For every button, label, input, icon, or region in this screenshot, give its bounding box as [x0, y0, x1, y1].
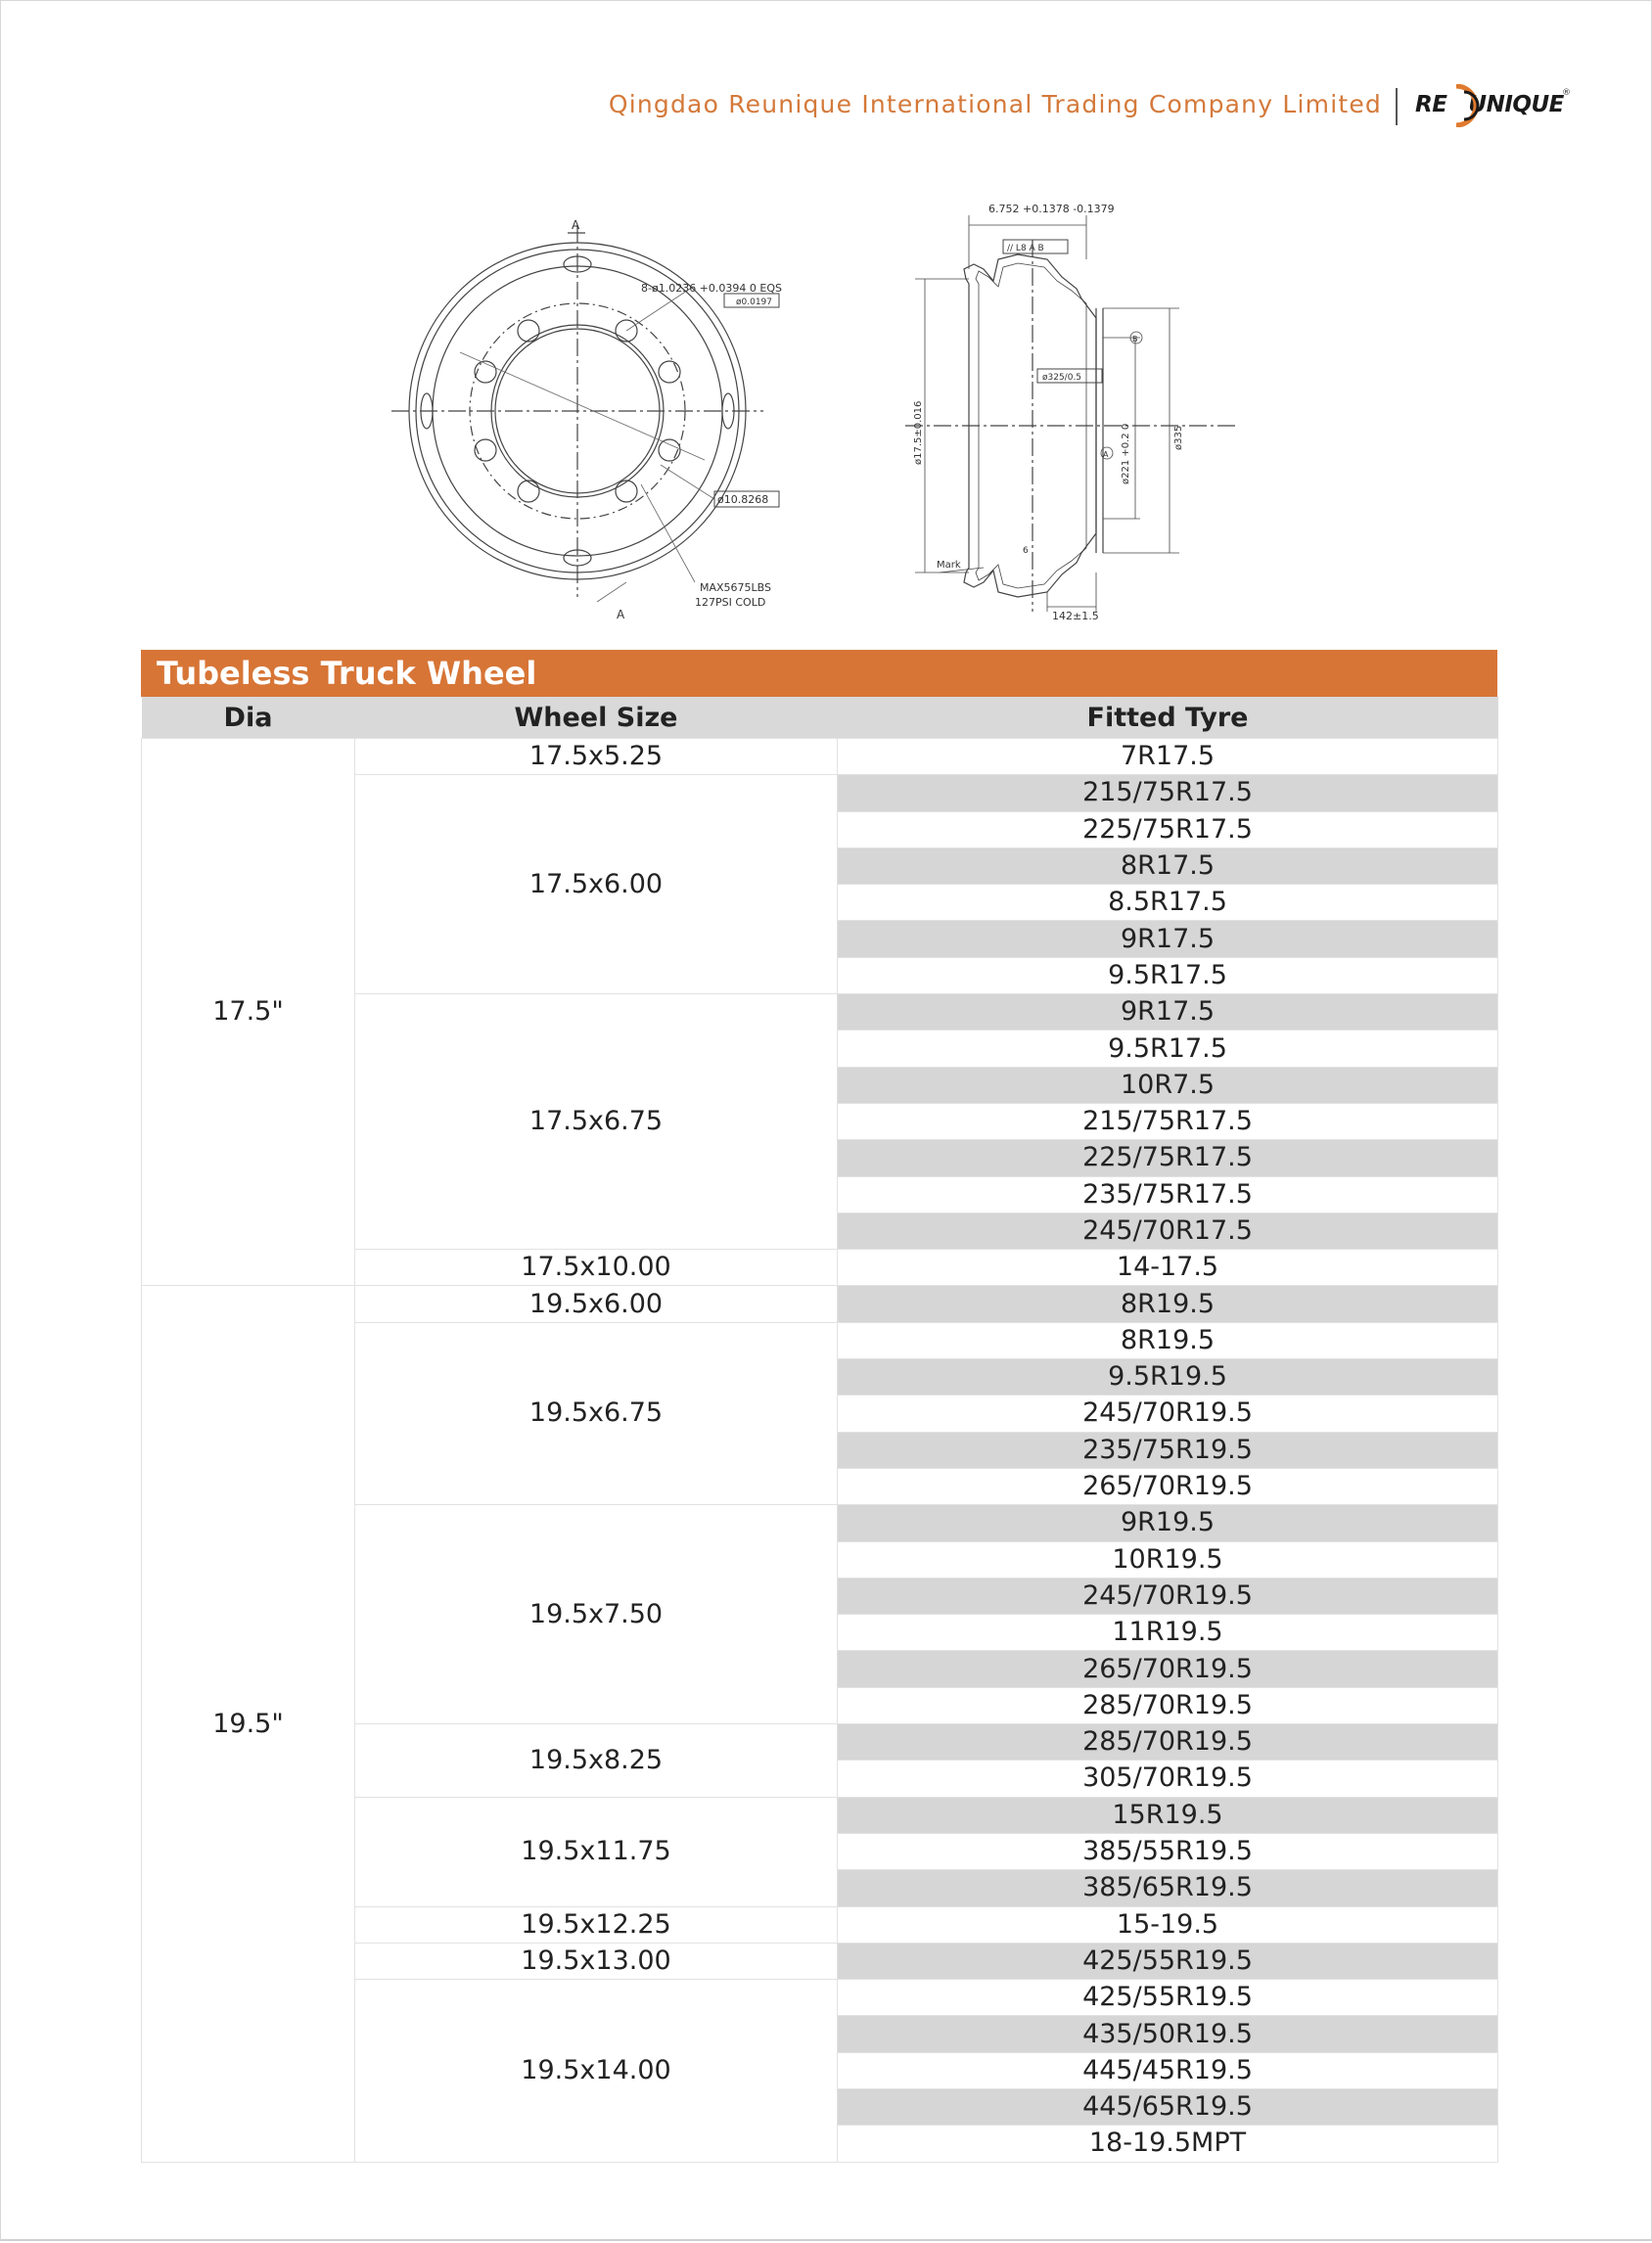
fitted-tyre-cell: 385/55R19.5 — [838, 1833, 1498, 1869]
table-row — [142, 739, 1498, 775]
header-fitted-tyre: Fitted Tyre — [838, 697, 1498, 739]
fitted-tyre-cell: 11R19.5 — [838, 1615, 1498, 1651]
fitted-tyre-cell: 285/70R19.5 — [838, 1724, 1498, 1761]
fitted-tyre-cell: 15R19.5 — [838, 1797, 1498, 1833]
wheel-size-table — [141, 697, 1498, 2163]
table-body — [142, 739, 1498, 2163]
fitted-tyre-cell: 9.5R19.5 — [838, 1359, 1498, 1396]
table-title: Tubeless Truck Wheel — [141, 650, 1497, 697]
dia-cell: 19.5" — [142, 1286, 355, 2162]
depth-label: 142±1.5 — [1052, 610, 1099, 622]
fitted-tyre-cell: 9.5R17.5 — [838, 957, 1498, 993]
fitted-tyre-cell: 265/70R19.5 — [838, 1468, 1498, 1504]
fitted-tyre-cell: 215/75R17.5 — [838, 775, 1498, 811]
fitted-tyre-cell: 8R19.5 — [838, 1286, 1498, 1322]
fitted-tyre-cell: 385/65R19.5 — [838, 1870, 1498, 1906]
wheel-size-cell: 17.5x6.00 — [355, 775, 838, 994]
fitted-tyre-cell: 305/70R19.5 — [838, 1761, 1498, 1797]
wheel-size-cell: 19.5x6.75 — [355, 1322, 838, 1504]
fitted-tyre-cell: 15-19.5 — [838, 1906, 1498, 1943]
fitted-tyre-cell: 265/70R19.5 — [838, 1651, 1498, 1687]
fitted-tyre-cell: 245/70R19.5 — [838, 1578, 1498, 1614]
mark-label: Mark — [937, 560, 961, 571]
wheel-size-cell: 17.5x5.25 — [355, 739, 838, 775]
datum-b-label: B — [1132, 335, 1138, 343]
fitted-tyre-cell: 10R7.5 — [838, 1067, 1498, 1103]
logo-arc-icon — [1452, 84, 1482, 127]
fitted-tyre-cell: 14-17.5 — [838, 1250, 1498, 1286]
fitted-tyre-cell: 18-19.5MPT — [838, 2126, 1498, 2162]
fitted-tyre-cell: 9R17.5 — [838, 994, 1498, 1030]
fitted-tyre-cell: 245/70R19.5 — [838, 1396, 1498, 1432]
fitted-tyre-cell: 235/75R17.5 — [838, 1176, 1498, 1213]
section-a-top-label: A — [572, 218, 580, 232]
section-a-bottom-label: A — [617, 608, 625, 621]
fitted-tyre-cell: 8.5R17.5 — [838, 885, 1498, 921]
logo-right-text: UNIQUE — [1468, 92, 1564, 117]
wheel-size-cell: 19.5x7.50 — [355, 1505, 838, 1724]
header-dia: Dia — [142, 697, 355, 739]
fitted-tyre-cell: 215/75R17.5 — [838, 1103, 1498, 1139]
wheel-table-section — [141, 650, 1497, 2163]
dia-cell: 17.5" — [142, 739, 355, 1286]
fitted-tyre-cell: 425/55R19.5 — [838, 1943, 1498, 1979]
wheel-front-view-drawing — [391, 215, 842, 626]
technical-drawings — [0, 176, 1652, 636]
wheel-size-cell: 19.5x12.25 — [355, 1906, 838, 1943]
inner-dia-label: ø221 +0.2 0 — [1121, 423, 1131, 484]
fitted-tyre-cell: 8R17.5 — [838, 847, 1498, 884]
fitted-tyre-cell: 225/75R17.5 — [838, 811, 1498, 847]
fitted-tyre-cell: 9R17.5 — [838, 921, 1498, 957]
pcd-label: ø10.8268 — [717, 493, 769, 506]
datum-a-label: A — [1103, 450, 1109, 459]
wheel-section-view-drawing — [886, 181, 1258, 631]
wheel-size-cell: 19.5x11.75 — [355, 1797, 838, 1906]
rim-dia-label: ø17.5±0.016 — [913, 400, 924, 465]
fitted-tyre-cell: 10R19.5 — [838, 1541, 1498, 1578]
fitted-tyre-cell: 7R17.5 — [838, 739, 1498, 775]
fitted-tyre-cell: 9R19.5 — [838, 1505, 1498, 1541]
table-header-row — [142, 697, 1498, 739]
position-tolerance-label: ø0.0197 — [736, 298, 772, 307]
wheel-size-cell: 17.5x6.75 — [355, 994, 838, 1250]
fitted-tyre-cell: 235/75R19.5 — [838, 1432, 1498, 1468]
header-separator — [1396, 88, 1398, 125]
fitted-tyre-cell: 435/50R19.5 — [838, 2016, 1498, 2052]
wheel-size-cell: 19.5x13.00 — [355, 1943, 838, 1979]
fitted-tyre-cell: 285/70R19.5 — [838, 1687, 1498, 1723]
bolt-holes-label: 8-ø1.0236 +0.0394 0 EQS — [641, 282, 782, 295]
wheel-size-cell: 17.5x10.00 — [355, 1250, 838, 1286]
wheel-size-cell: 19.5x14.00 — [355, 1980, 838, 2162]
wheel-size-cell: 19.5x8.25 — [355, 1724, 838, 1798]
pressure-label: 127PSI COLD — [695, 596, 766, 609]
max-load-label: MAX5675LBS — [700, 581, 772, 594]
logo-left-text: RE — [1415, 92, 1447, 117]
page-header — [0, 86, 1652, 135]
fitted-tyre-cell: 245/70R17.5 — [838, 1213, 1498, 1249]
logo-wordmark — [1415, 92, 1564, 117]
fitted-tyre-cell: 425/55R19.5 — [838, 1980, 1498, 2016]
table-row — [142, 1286, 1498, 1322]
fitted-tyre-cell: 8R19.5 — [838, 1322, 1498, 1358]
fitted-tyre-cell: 445/45R19.5 — [838, 2052, 1498, 2088]
runout-frame-label: // L8 A B — [1007, 244, 1044, 253]
company-name: Qingdao Reunique International Trading Company Limited — [608, 90, 1382, 118]
wheel-size-cell: 19.5x6.00 — [355, 1286, 838, 1322]
logo-registered-mark: ® — [1562, 88, 1571, 98]
outer-flange-label: ø335 — [1173, 425, 1184, 450]
header-wheel-size: Wheel Size — [355, 697, 838, 739]
fitted-tyre-cell: 225/75R17.5 — [838, 1140, 1498, 1176]
angle-label: 6 — [1023, 546, 1029, 556]
brand-logo — [1415, 86, 1572, 129]
fitted-tyre-cell: 9.5R17.5 — [838, 1030, 1498, 1067]
offset-width-label: 6.752 +0.1378 -0.1379 — [988, 203, 1115, 215]
fitted-tyre-cell: 445/65R19.5 — [838, 2088, 1498, 2125]
center-bore-label: ø325/0.5 — [1042, 373, 1082, 383]
